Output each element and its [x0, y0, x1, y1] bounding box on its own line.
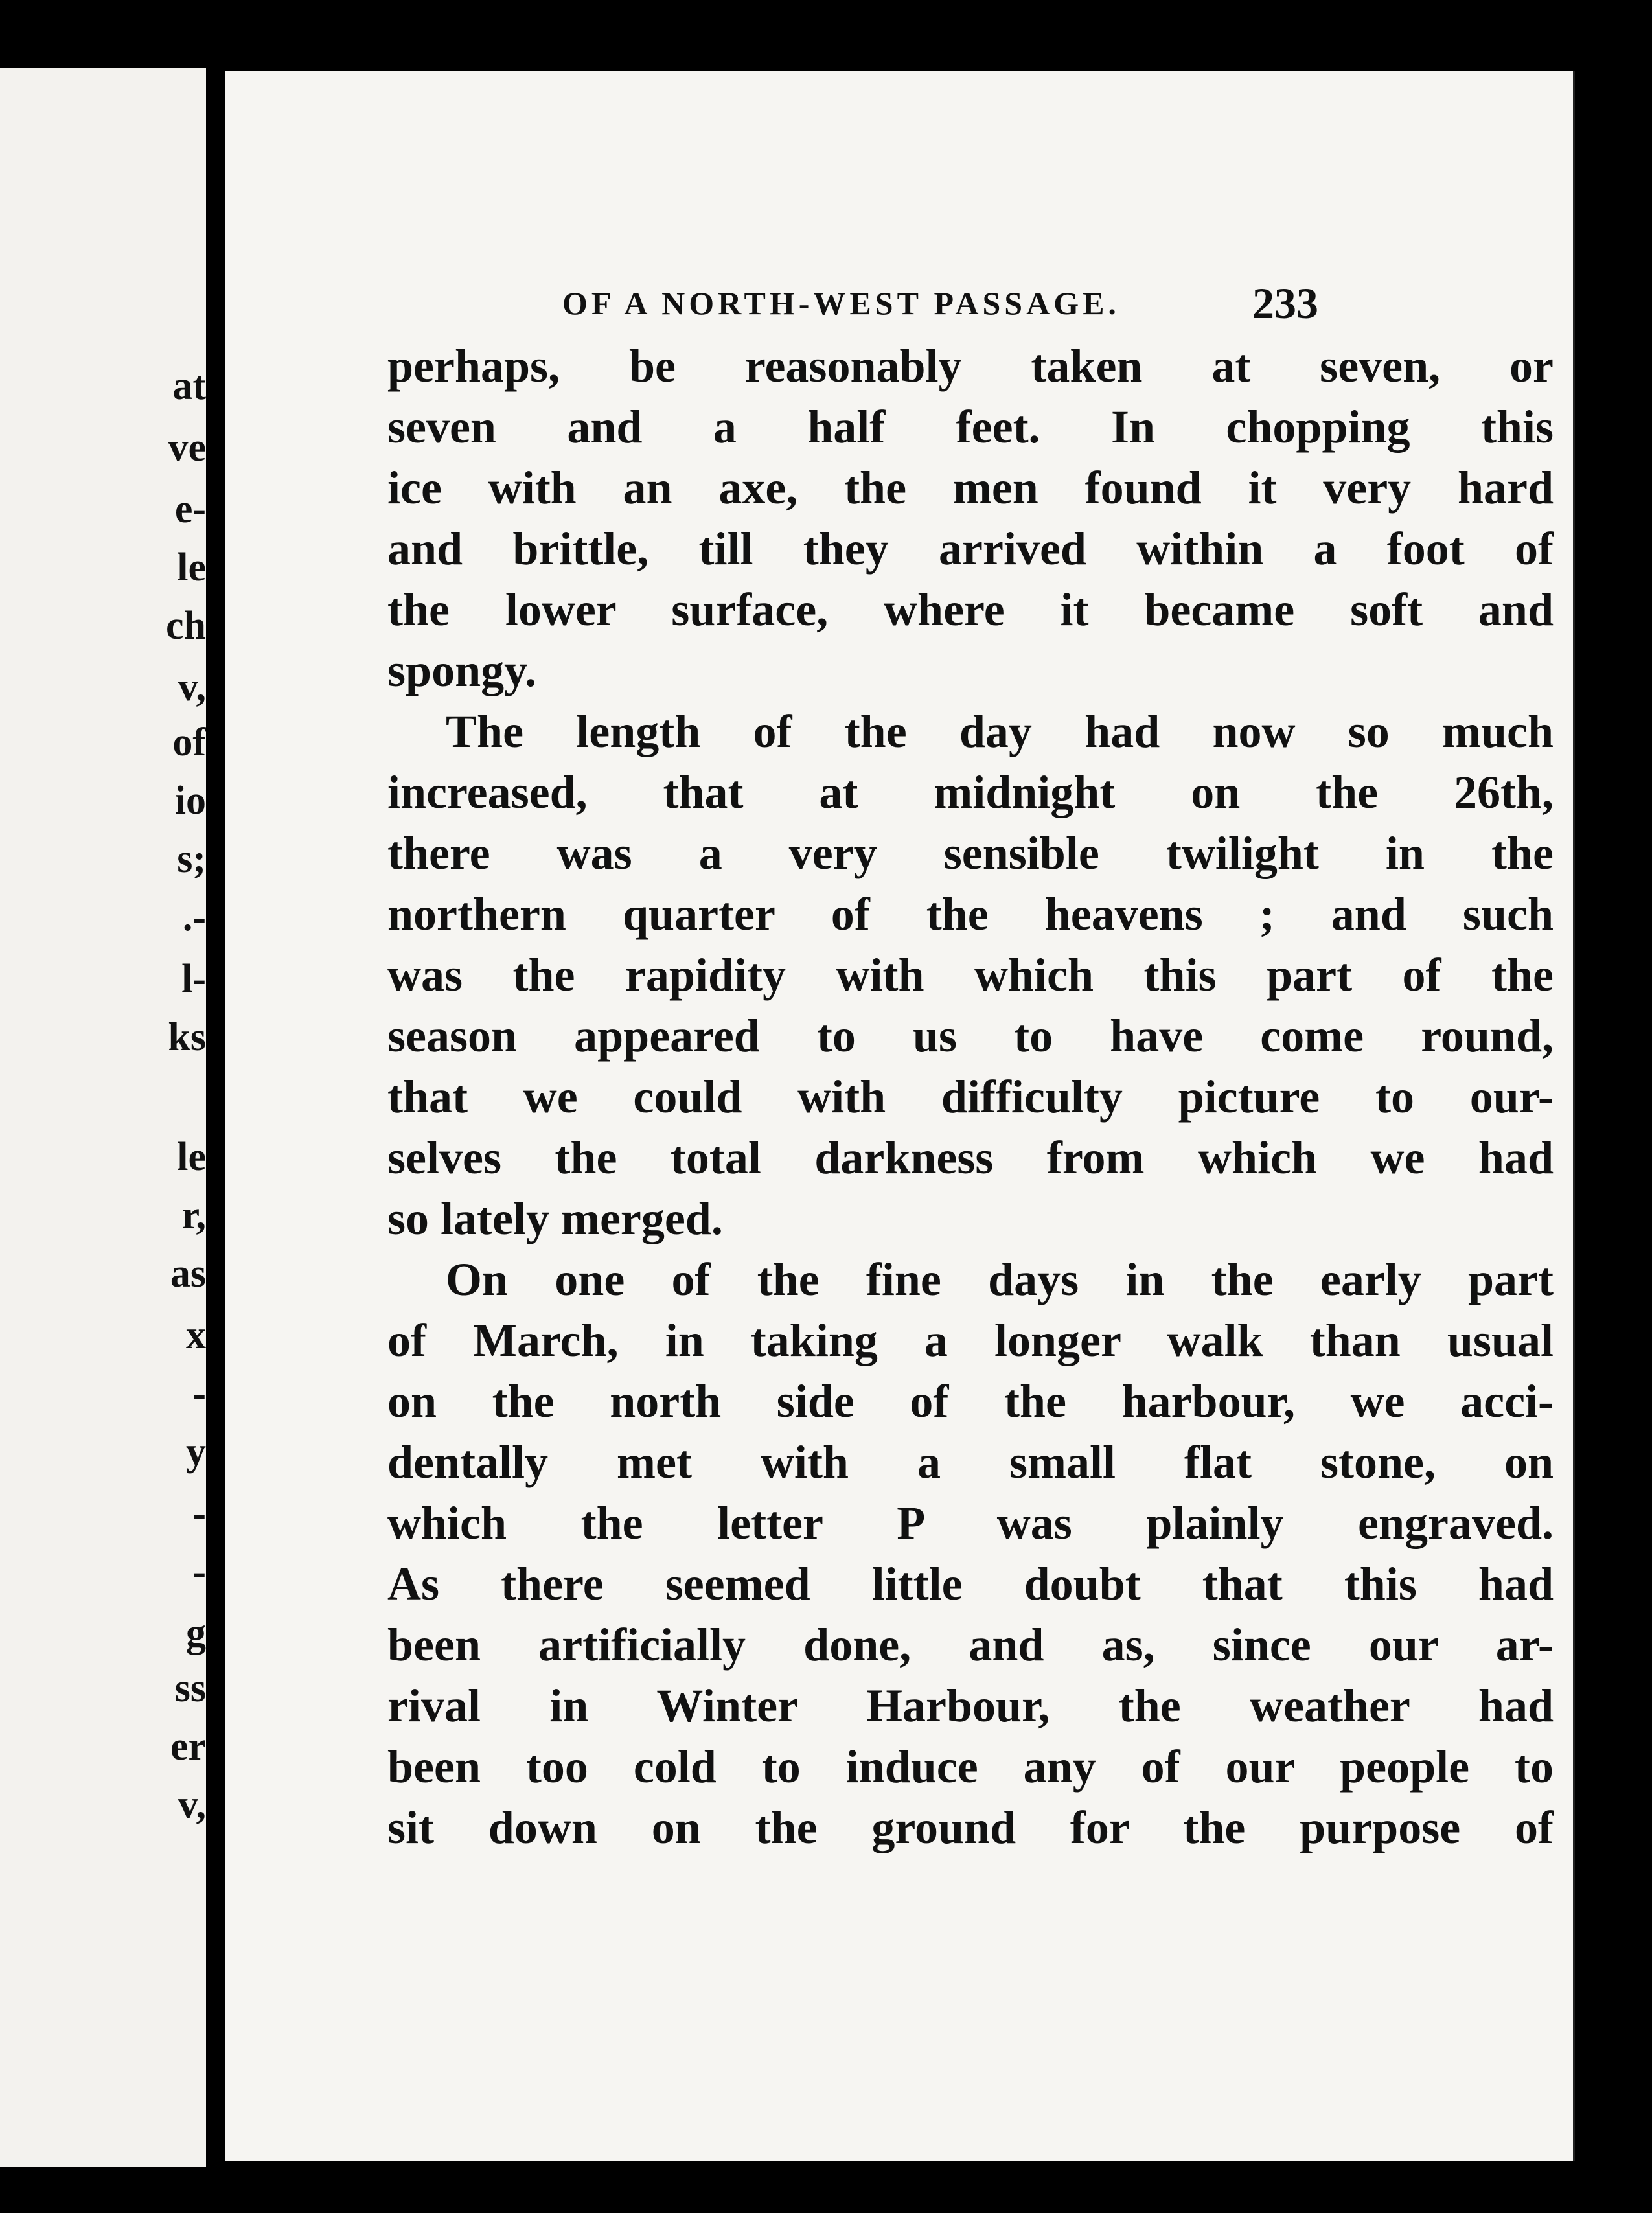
text-line: selves the total darkness from which we had	[387, 1132, 1554, 1184]
text-line: northern quarter of the heavens ; and such	[387, 888, 1554, 940]
left-page-fragment: of	[172, 720, 206, 764]
left-page-fragment: ks	[168, 1015, 206, 1059]
text-line: on the north side of the harbour, we acci-	[387, 1375, 1554, 1427]
left-page-fragment: le	[177, 1135, 206, 1179]
left-page-fragment: l-	[181, 957, 206, 1001]
left-page-fragment: g	[186, 1611, 206, 1655]
text-line: As there seemed little doubt that this had	[387, 1558, 1554, 1610]
text-line: there was a very sensible twilight in the	[387, 827, 1554, 879]
text-line: so lately merged.	[387, 1193, 723, 1244]
text-line: of March, in taking a longer walk than usual	[387, 1314, 1554, 1366]
left-page-fragment: -	[192, 1491, 206, 1535]
right-page	[225, 71, 1575, 2161]
left-page-fragment: ss	[174, 1666, 206, 1710]
text-line: perhaps, be reasonably taken at seven, or	[387, 340, 1554, 392]
left-page-fragment: as	[170, 1252, 206, 1296]
text-line: spongy.	[387, 645, 537, 696]
left-page-fragment: ve	[168, 426, 206, 470]
book-gutter	[206, 58, 225, 2196]
text-line: that we could with difficulty picture to our-	[387, 1071, 1554, 1123]
left-page-fragment: y	[186, 1430, 206, 1474]
running-title: OF A NORTH-WEST PASSAGE.	[562, 285, 1120, 321]
text-line: dentally met with a small flat stone, on	[387, 1436, 1554, 1488]
text-line: season appeared to us to have come round,	[387, 1010, 1554, 1062]
page-number: 233	[1252, 279, 1318, 328]
text-line: and brittle, till they arrived within a foot of	[387, 523, 1554, 575]
left-page-fragment: v,	[178, 665, 206, 709]
text-line: rival in Winter Harbour, the weather had	[387, 1680, 1554, 1732]
text-line: sit down on the ground for the purpose of	[387, 1802, 1554, 1853]
text-line: been artificially done, and as, since our ar-	[387, 1619, 1554, 1671]
left-page-fragment: .-	[182, 895, 206, 939]
left-page-fragment: io	[174, 779, 206, 823]
running-head	[225, 274, 1320, 332]
left-page-fragment: x	[186, 1313, 206, 1357]
left-page-fragment: e-	[174, 487, 206, 531]
text-line: ice with an axe, the men found it very hard	[387, 462, 1554, 514]
text-line: which the letter P was plainly engraved.	[387, 1497, 1554, 1549]
text-line: On one of the fine days in the early part	[446, 1254, 1554, 1305]
text-line: the lower surface, where it became soft and	[387, 584, 1554, 636]
text-line: was the rapidity with which this part of the	[387, 949, 1554, 1001]
left-page-edge	[0, 68, 206, 2167]
text-line: seven and a half feet. In chopping this	[387, 401, 1554, 453]
left-page-fragment: v,	[178, 1783, 206, 1827]
text-line: The length of the day had now so much	[446, 705, 1554, 757]
left-page-fragment: at	[172, 364, 206, 408]
left-page-fragment: -	[192, 1550, 206, 1594]
left-page-fragment: r,	[181, 1193, 206, 1237]
left-page-fragment: -	[192, 1371, 206, 1416]
left-page-fragment: er	[170, 1725, 206, 1769]
text-line: been too cold to induce any of our people to	[387, 1741, 1554, 1793]
left-page-fragment: s;	[177, 837, 206, 881]
text-line: increased, that at midnight on the 26th,	[387, 766, 1554, 818]
left-page-fragment: ch	[166, 604, 206, 648]
left-page-fragment: le	[177, 545, 206, 590]
